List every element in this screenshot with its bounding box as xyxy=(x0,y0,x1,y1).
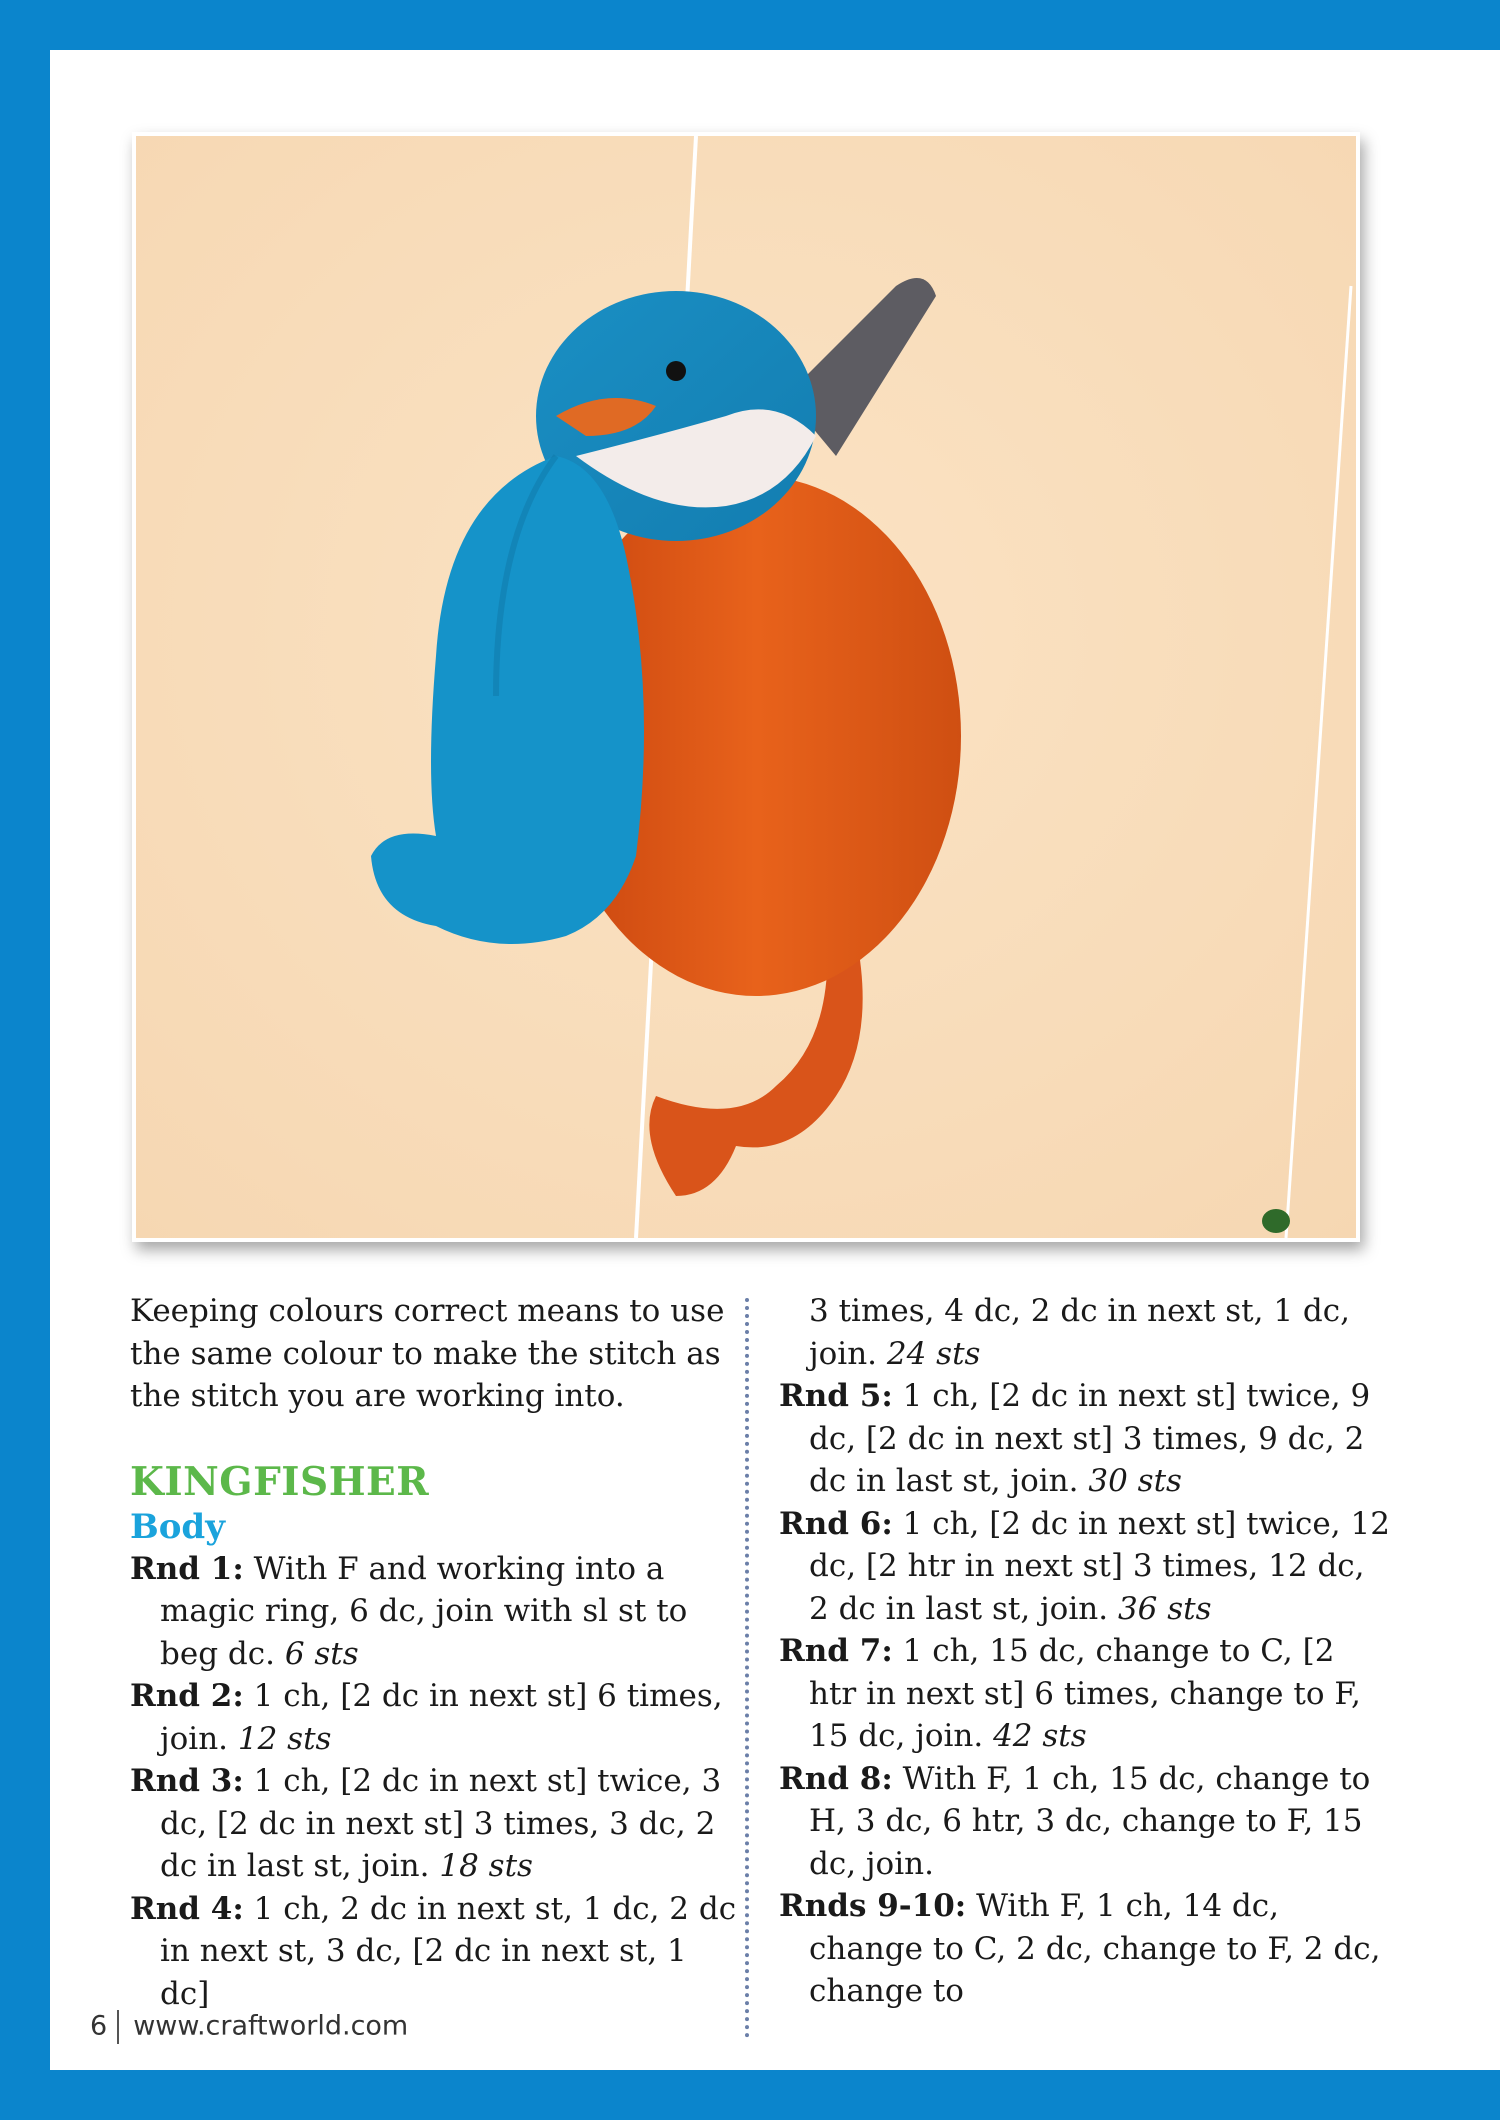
rounds-9-10: Rnds 9-10: With F, 1 ch, 14 dc, change to C, 2 dc, change to F, 2 dc, change to xyxy=(779,1888,1381,2009)
intro-paragraph: Keeping colours correct means to use the same colour to make the stitch as the stitch you are working into. xyxy=(130,1293,725,1414)
page-footer xyxy=(90,2010,408,2044)
round-5: Rnd 5: 1 ch, [2 dc in next st] twice, 9 dc, [2 dc in next st] 3 times, 9 dc, 2 dc in last st, join. 30 sts xyxy=(779,1378,1371,1499)
left-column xyxy=(130,1290,742,2015)
round-4-continued: 3 times, 4 dc, 2 dc in next st, 1 dc, join. 24 sts xyxy=(809,1293,1350,1372)
round-7: Rnd 7: 1 ch, 15 dc, change to C, [2 htr in next st] 6 times, change to F, 15 dc, join. 42 sts xyxy=(779,1633,1361,1754)
column-divider xyxy=(745,1298,749,2038)
subsection-title: Body xyxy=(130,1506,225,1547)
round-8: Rnd 8: With F, 1 ch, 15 dc, change to H, 3 dc, 6 htr, 3 dc, change to F, 15 dc, join. xyxy=(779,1760,1371,1882)
round-3: Rnd 3: 1 ch, [2 dc in next st] twice, 3 dc, [2 dc in next st] 3 times, 3 dc, 2 dc in last st, join. 18 sts xyxy=(130,1763,722,1884)
section-title: KINGFISHER xyxy=(130,1458,430,1505)
page-number: 6 xyxy=(90,2010,108,2042)
kingfisher-illustration xyxy=(136,136,1356,1238)
round-6: Rnd 6: 1 ch, [2 dc in next st] twice, 12 dc, [2 htr in next st] 3 times, 12 dc, 2 dc in last st, join. 36 sts xyxy=(779,1505,1390,1627)
round-2: Rnd 2: 1 ch, [2 dc in next st] 6 times, join. 12 sts xyxy=(130,1678,723,1757)
page xyxy=(50,50,1500,2070)
footer-separator xyxy=(117,2010,119,2044)
round-4: Rnd 4: 1 ch, 2 dc in next st, 1 dc, 2 dc in next st, 3 dc, [2 dc in next st, 1 dc] xyxy=(130,1890,737,2012)
kingfisher-photo xyxy=(132,132,1360,1242)
round-1: Rnd 1: With F and working into a magic ring, 6 dc, join with sl st to beg dc. 6 sts xyxy=(130,1550,688,1672)
website-link[interactable]: www.craftworld.com xyxy=(133,2010,409,2042)
right-column xyxy=(779,1290,1391,2013)
